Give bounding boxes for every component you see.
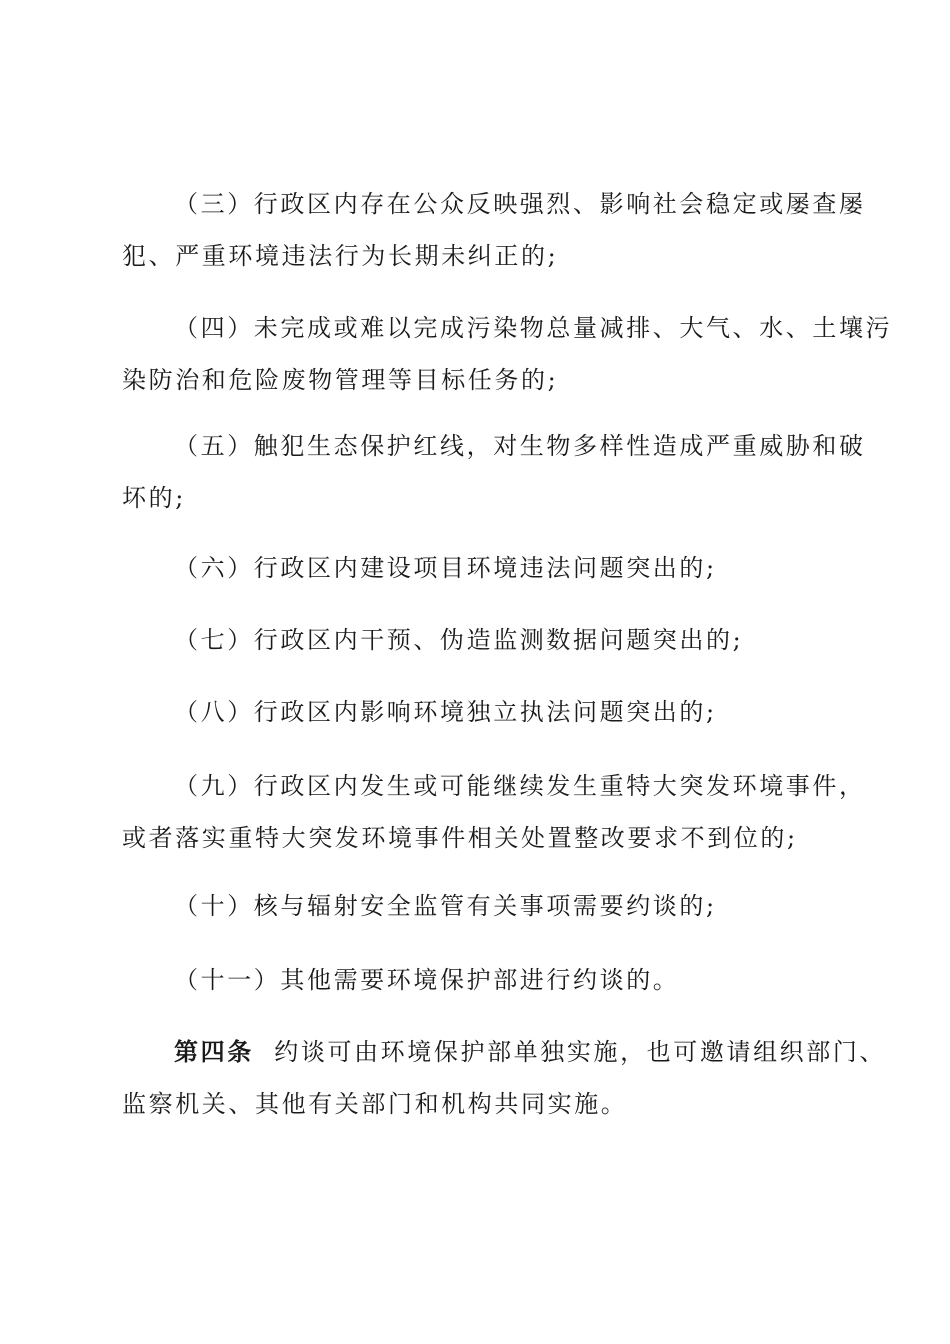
paragraph-item-4 — [122, 302, 893, 406]
paragraph-line: （三）行政区内存在公众反映强烈、影响社会稳定或屡查屡 — [174, 190, 866, 218]
article-4 — [122, 1026, 887, 1130]
paragraph-item-5 — [122, 420, 866, 524]
paragraph-line: 犯、严重环境违法行为长期未纠正的; — [122, 242, 559, 270]
paragraph-item-8 — [122, 686, 834, 738]
paragraph-item-10 — [122, 880, 834, 932]
paragraph-line: （四）未完成或难以完成污染物总量减排、大气、水、土壤污 — [174, 314, 893, 342]
paragraph-line: （十）核与辐射安全监管有关事项需要约谈的; — [174, 892, 717, 920]
paragraph-item-3 — [122, 178, 866, 282]
paragraph-line: （十一）其他需要环境保护部进行约谈的。 — [174, 966, 680, 994]
paragraph-line: （九）行政区内发生或可能继续发生重特大突发环境事件， — [174, 772, 866, 800]
paragraph-line: 或者落实重特大突发环境事件相关处置整改要求不到位的; — [122, 824, 798, 852]
paragraph-line: （六）行政区内建设项目环境违法问题突出的; — [174, 554, 717, 582]
paragraph-line: 染防治和危险废物管理等目标任务的; — [122, 366, 559, 394]
paragraph-item-6 — [122, 542, 834, 594]
paragraph-line: （八）行政区内影响环境独立执法问题突出的; — [174, 698, 717, 726]
article-line: 监察机关、其他有关部门和机构共同实施。 — [122, 1090, 628, 1118]
article-text: 约谈可由环境保护部单独实施，也可邀请组织部门、 — [253, 1038, 887, 1066]
paragraph-line: 坏的; — [122, 484, 186, 512]
paragraph-line: （五）触犯生态保护红线，对生物多样性造成严重威胁和破 — [174, 432, 866, 460]
paragraph-line: （七）行政区内干预、伪造监测数据问题突出的; — [174, 626, 744, 654]
paragraph-item-11 — [122, 954, 834, 1006]
paragraph-item-7 — [122, 614, 834, 666]
article-heading: 第四条 — [174, 1038, 254, 1066]
article-line — [122, 1026, 887, 1078]
paragraph-item-9 — [122, 760, 866, 864]
